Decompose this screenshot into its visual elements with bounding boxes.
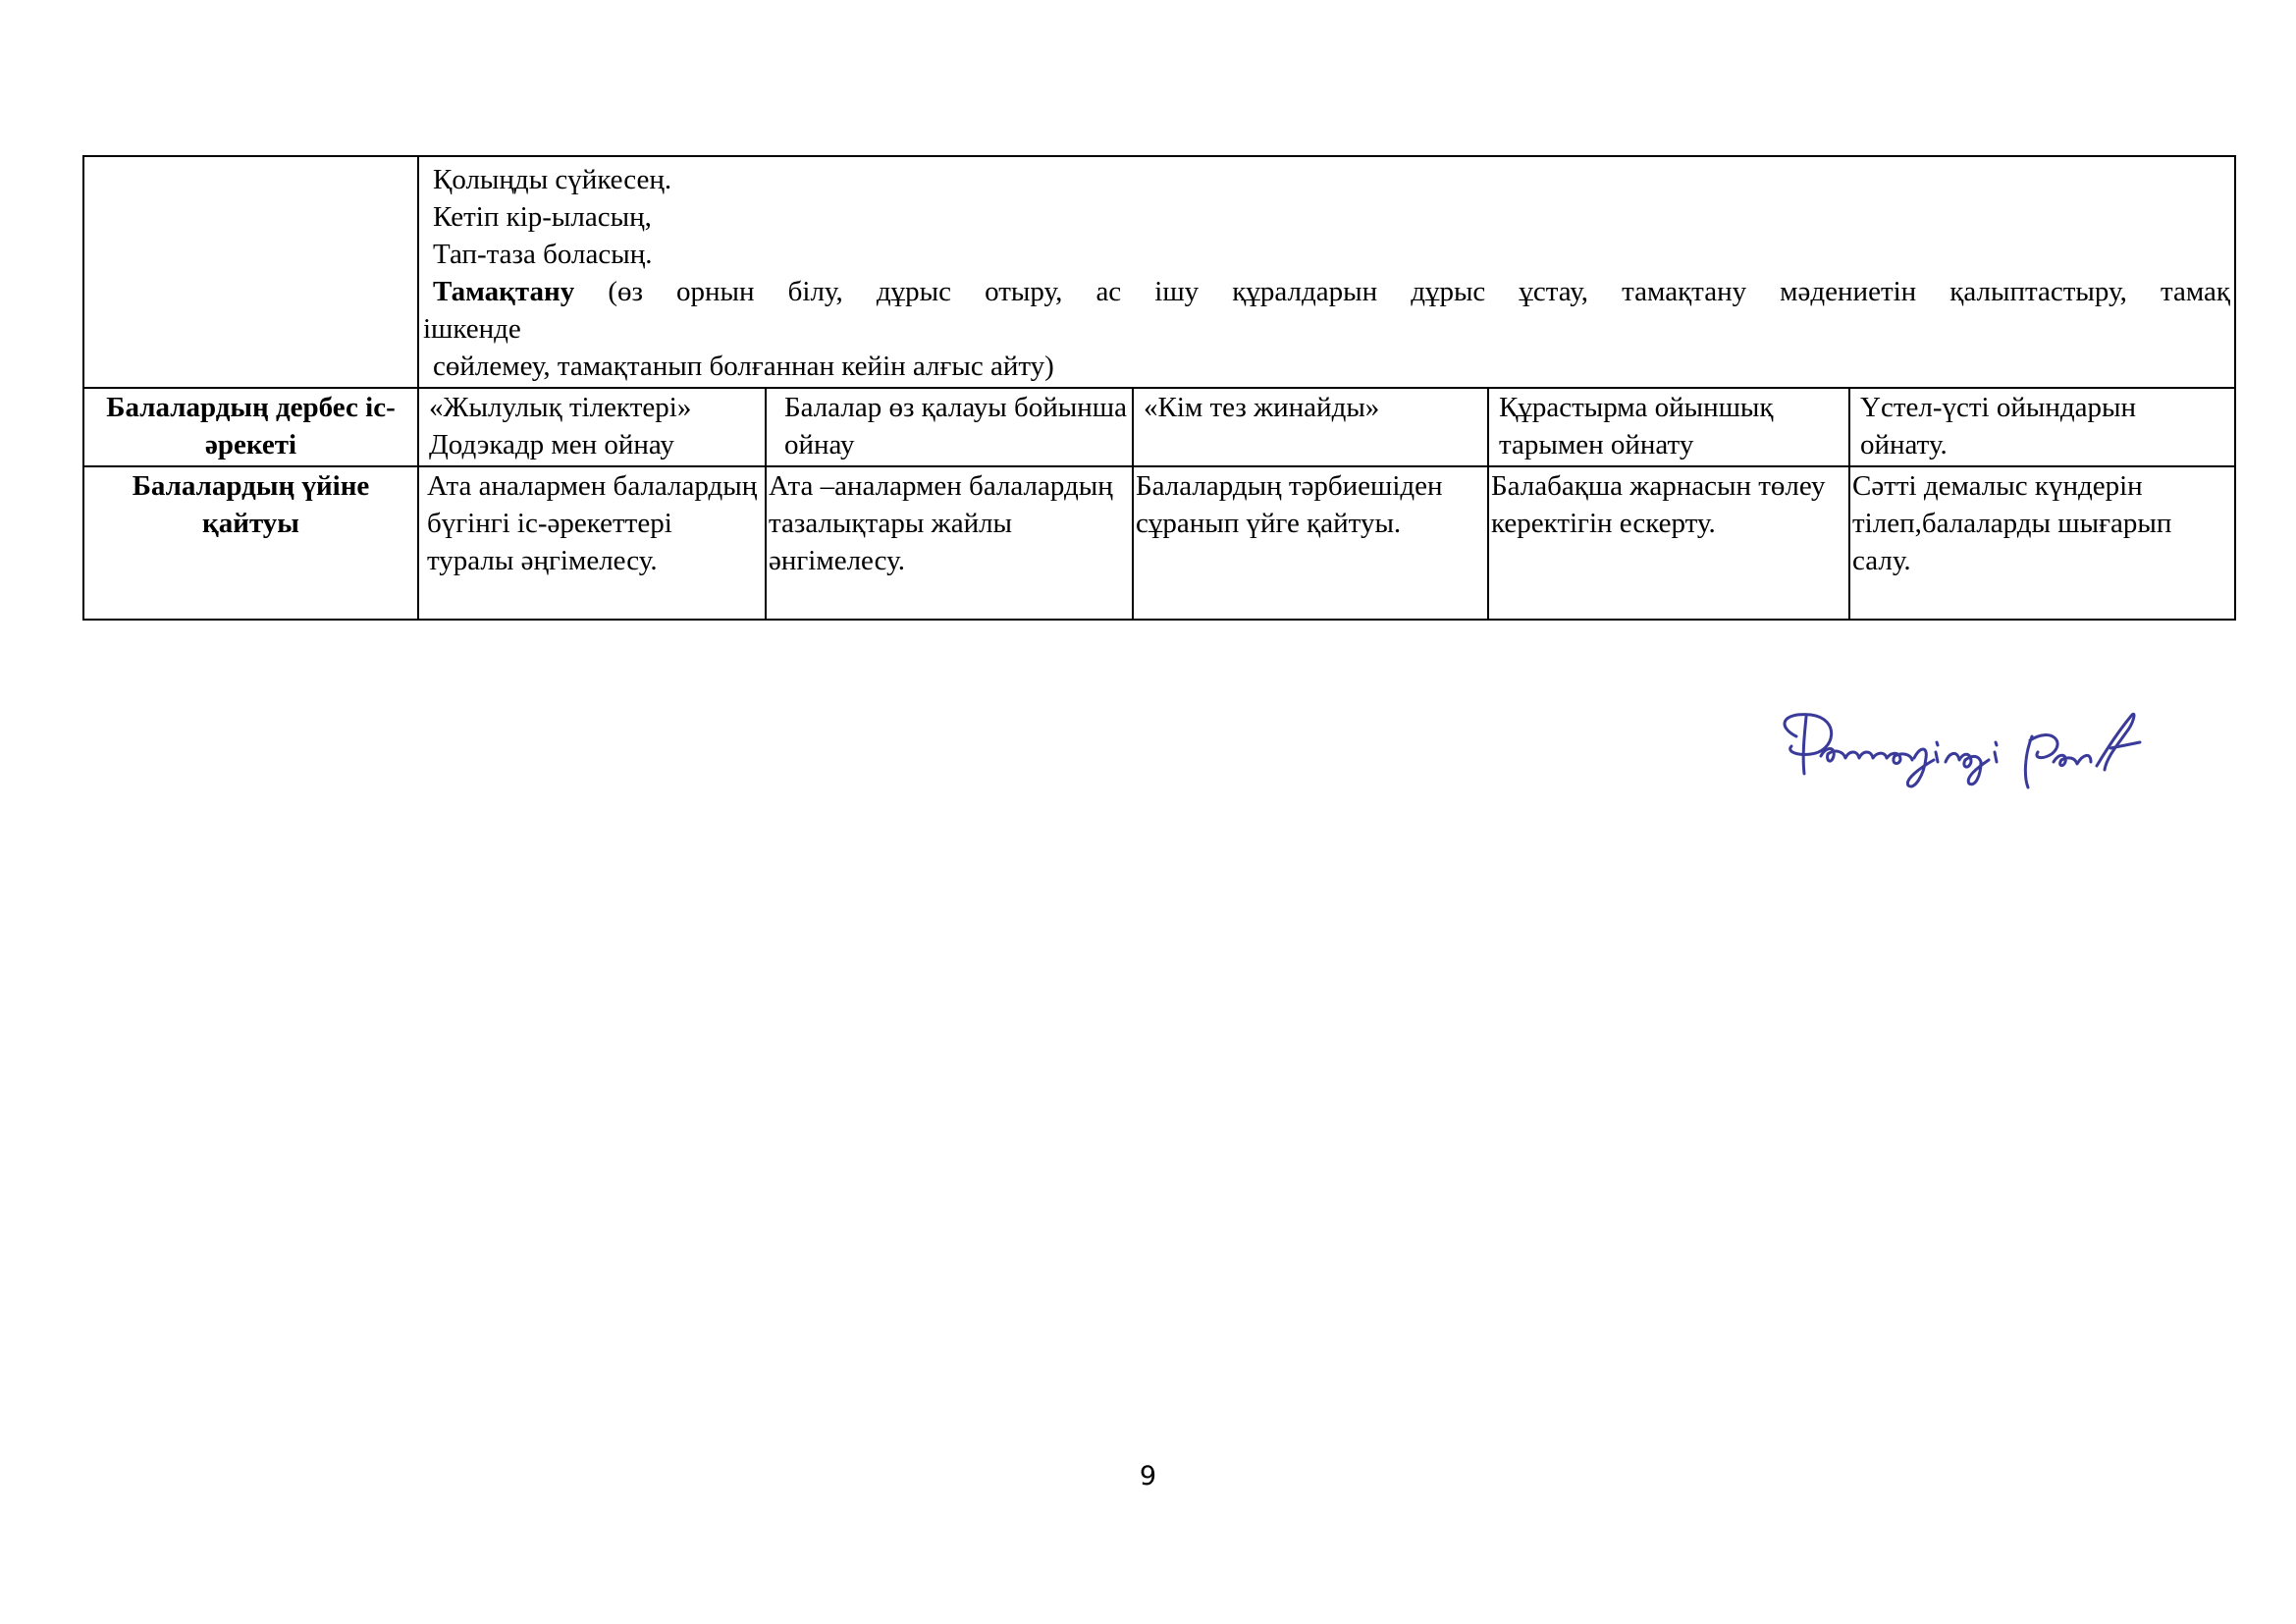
row-label-independent-activity: Балалардың дербес іс-әрекеті [83,388,418,466]
cell-home-1: Ата аналармен балалардың бүгінгі іс-әрекеттері туралы әңгімелесу. [418,466,766,620]
cell-activity-4: Құрастырма ойыншық тарымен ойнату [1488,388,1849,466]
page-number: 9 [1139,1461,1157,1491]
table-row-hygiene-meal [83,156,2235,388]
cell-activity-3: «Кім тез жинайды» [1133,388,1488,466]
hygiene-meal-cell [418,156,2235,388]
meal-paragraph-line-2: ішкенде [423,313,521,345]
cell-home-3: Балалардың тәрбиешіден сұранып үйге қайтуы. [1133,466,1488,620]
meal-paragraph-line-1 [423,273,2230,310]
rhyme-line-2: Кетіп кір-ыласың, [433,201,652,233]
row-label-empty [83,156,418,388]
rhyme-line-3: Тап-таза боласың. [433,239,653,270]
cell-activity-2: Балалар өз қалауы бойынша ойнау [766,388,1133,466]
cell-home-2: Ата –аналармен балалардың тазалықтары жайлы әнгімелесу. [766,466,1133,620]
cell-activity-1: «Жылулық тілектері» Додэкадр мен ойнау [418,388,766,466]
meal-heading: Тамақтану [433,276,575,307]
daily-plan-table [82,155,2236,621]
meal-text-1: (өз орнын білу, дұрыс отыру, ас ішу құралдарын дұрыс ұстау, тамақтану мәдениетін қалыптастыру, тамақ [608,276,2230,307]
cell-home-4: Балабақша жарнасын төлеу керектігін ескерту. [1488,466,1849,620]
table-row-going-home [83,466,2235,620]
cell-activity-5: Үстел-үсті ойындарын ойнату. [1849,388,2235,466]
table-row-independent-activity [83,388,2235,466]
meal-paragraph-line-3: сөйлемеу, тамақтанып болғаннан кейін алғыс айту) [433,351,1054,382]
rhyme-line-1: Қолыңды сүйкесең. [433,164,672,195]
row-label-going-home: Балалардың үйіне қайтуы [83,466,418,620]
handwritten-signature [1767,697,2160,805]
cell-home-5: Сәтті демалыс күндерін тілеп,балаларды шығарып салу. [1849,466,2235,620]
